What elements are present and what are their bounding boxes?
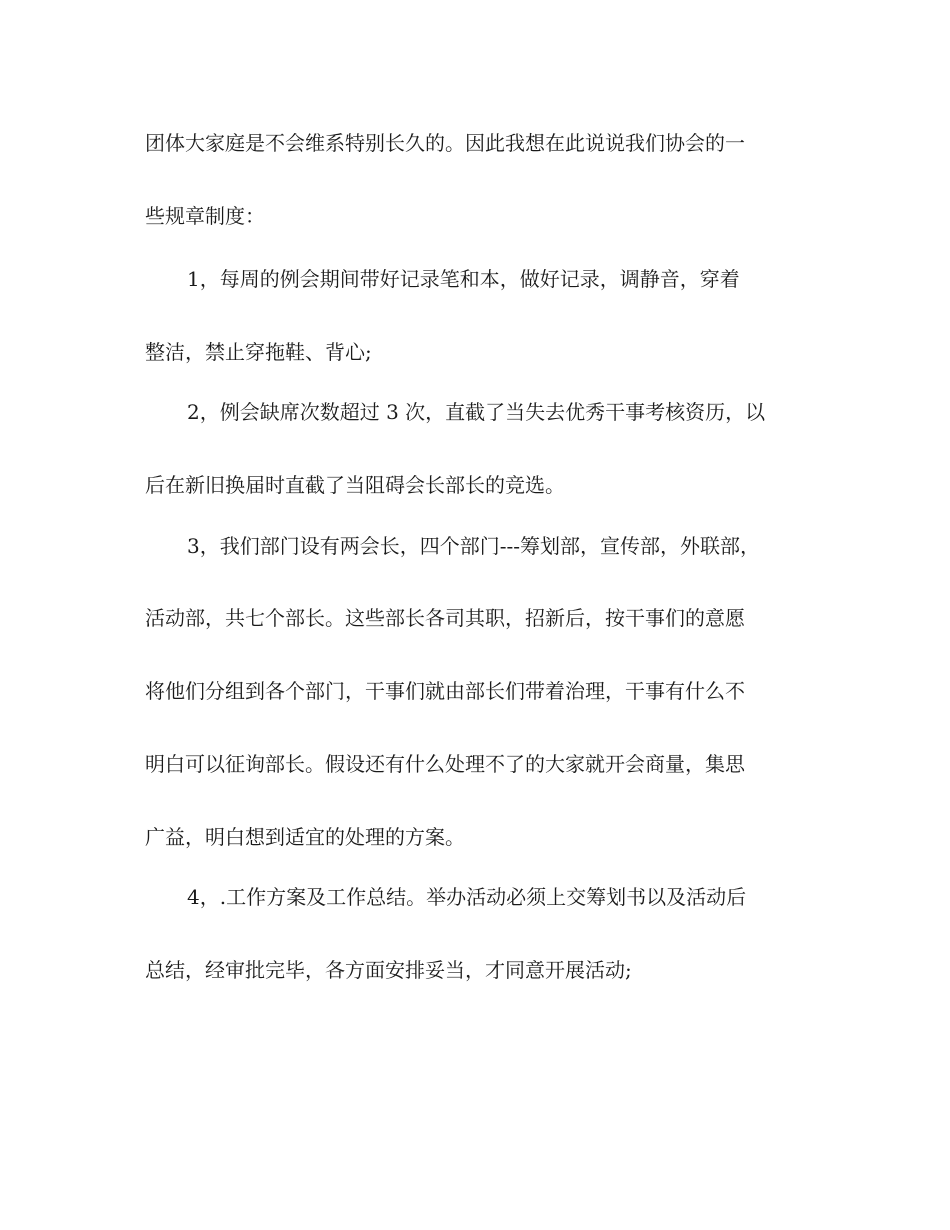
text-line: 总结，经审批完毕，各方面安排妥当，才同意开展活动; (145, 958, 632, 982)
text-line: 2，例会缺席次数超过 3 次，直截了当失去优秀干事考核资历，以 (187, 400, 766, 424)
text-line: 4，.工作方案及工作总结。举办活动必须上交筹划书以及活动后 (187, 885, 747, 909)
text-line: 整洁，禁止穿拖鞋、背心; (145, 340, 372, 364)
text-line: 团体大家庭是不会维系特别长久的。因此我想在此说说我们协会的一 (145, 131, 745, 155)
text-line: 明白可以征询部长。假设还有什么处理不了的大家就开会商量，集思 (145, 752, 745, 776)
text-line: 些规章制度： (145, 204, 265, 228)
text-line: 将他们分组到各个部门，干事们就由部长们带着治理，干事有什么不 (145, 679, 745, 703)
text-line: 1，每周的例会期间带好记录笔和本，做好记录，调静音，穿着 (187, 267, 740, 291)
text-line: 后在新旧换届时直截了当阻碍会长部长的竞选。 (145, 473, 565, 497)
text-line: 3，我们部门设有两会长，四个部门---筹划部，宣传部，外联部， (187, 534, 760, 558)
text-line: 广益，明白想到适宜的处理的方案。 (145, 825, 465, 849)
text-line: 活动部，共七个部长。这些部长各司其职，招新后，按干事们的意愿 (145, 606, 745, 630)
